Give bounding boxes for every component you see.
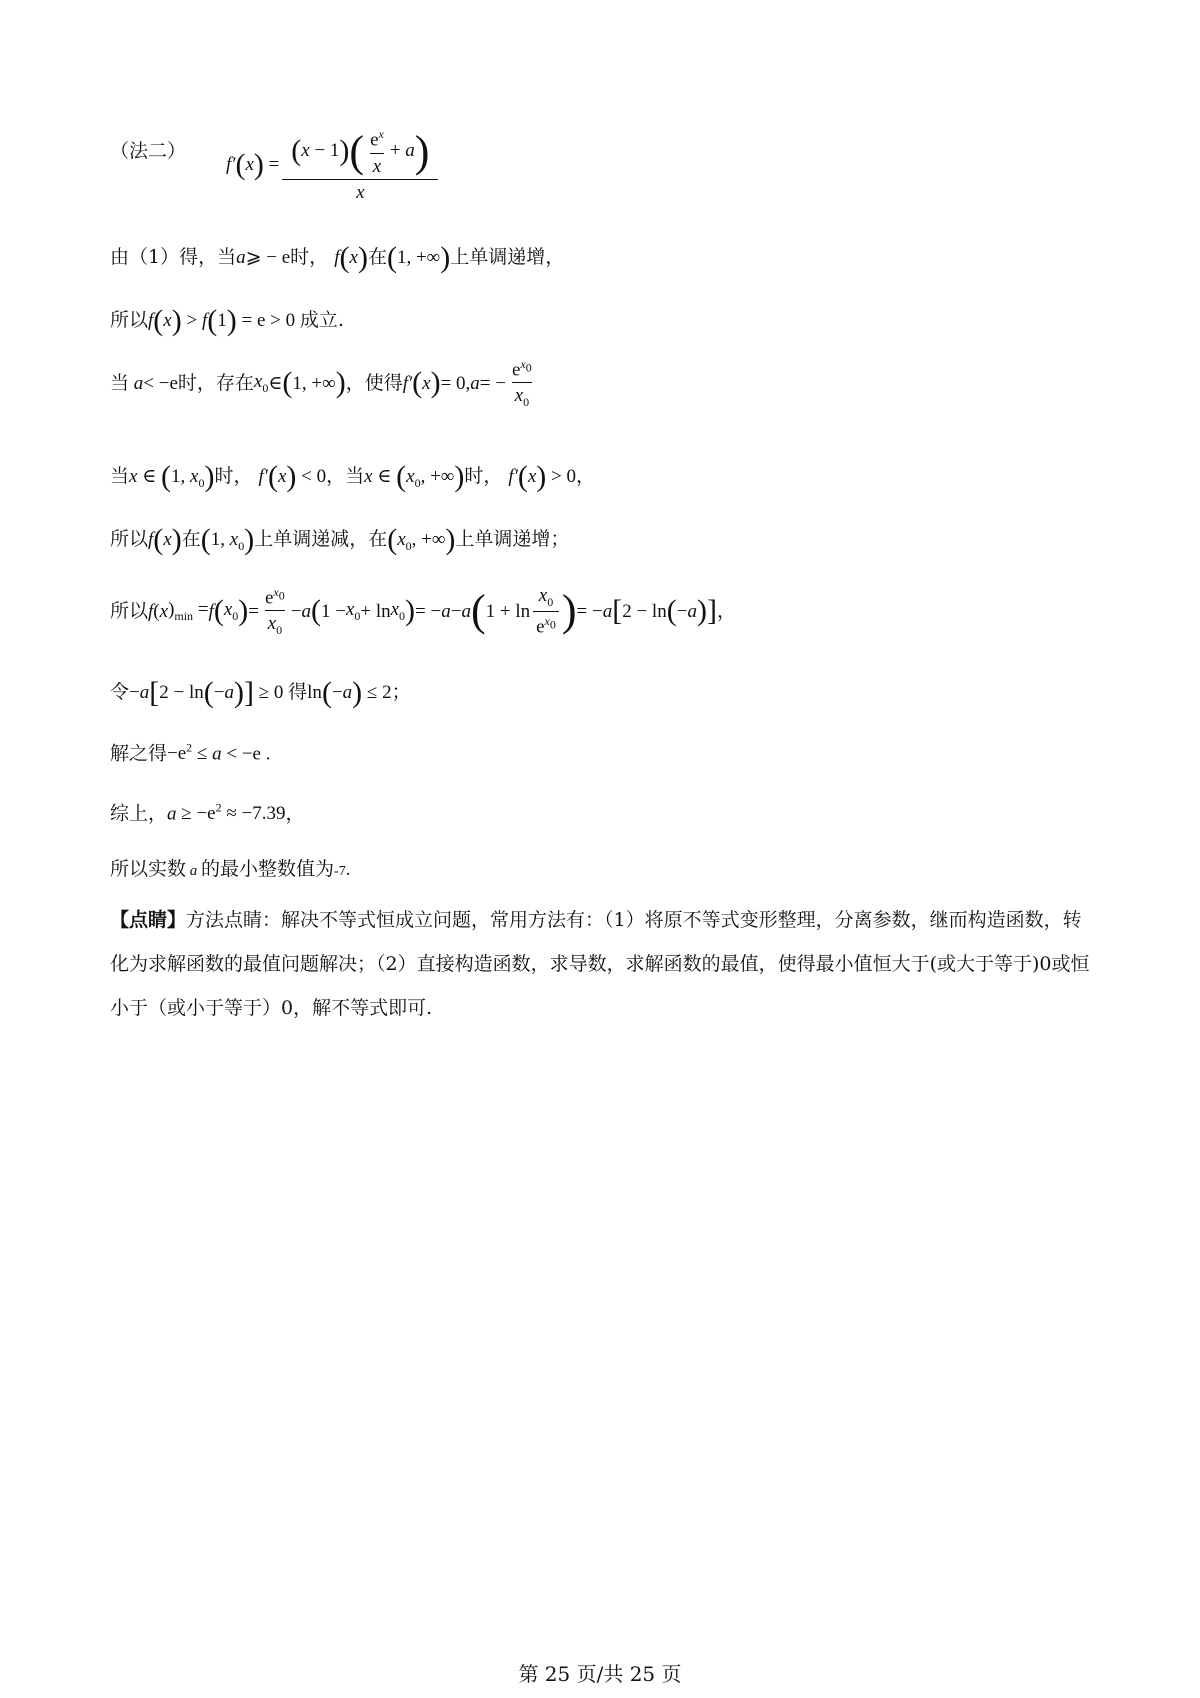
text-line-2: 所以f(x) > f(1) = e > 0 成立.	[110, 304, 344, 337]
note-label: 【点睛】	[110, 909, 187, 931]
text-line-6: 所以 f ( x )$_{min}$ = f ( $x_0$ ) = $\frac{e^{x_0}}{x_0}$ − a ( 1 − $x_0$ + ln $x_0$ ) = − a − a ( 1 + ln $\frac{x_0}{e^{x_0}}$ ) = − a [ 2 − ln ( − a ) ] ，	[110, 585, 736, 638]
text-line-5: 所以f(x)在(1, $x_0$)上单调递减，在($x_0$, +∞)上单调递增；	[110, 523, 570, 556]
text-line-1: 由（1）得，当a⩾ − e时， f(x)在(1, +∞)上单调递增，	[110, 241, 565, 274]
formula-fprime: f′(x) =	[226, 148, 280, 181]
derivative-fraction: (x − 1)( $\frac{e^x}{x}$ + a) x	[282, 128, 438, 201]
text-line-9: 综上，$a \ge -e^2 \approx -7.39$，	[110, 801, 305, 825]
page-footer: 第 25 页/共 25 页	[518, 1662, 682, 1686]
note-paragraph	[110, 898, 1100, 1030]
text-line-10: 所以实数 a 的最小整数值为-7.	[110, 858, 351, 880]
text-line-3: 当 a < −e 时，存在 $x_0$ ∈ ( 1, +∞ ) ，使得 f′ ( x ) = 0, a = − $\frac{e^{x_0}}{x_0}$	[110, 357, 532, 410]
method2-derivative	[110, 120, 441, 210]
method-label: （法二）	[110, 139, 187, 162]
text-line-8: 解之得$-e^2 \le a < -e$ .	[110, 741, 271, 765]
text-line-7: 令−a[2 − ln(−a)] ≥ 0 得ln(−a) ≤ 2；	[110, 676, 411, 709]
note-text: 方法点睛：解决不等式恒成立问题，常用方法有：（1）将原不等式变形整理，分离参数，继而构造函数，转化为求解函数的最值问题解决；（2）直接构造函数，求导数，求解函数的最值，使得最小值恒大于(或大于等于)0或恒小于（或小于等于）0，解不等式即可.	[110, 909, 1090, 1019]
text-line-4: 当x ∈ (1, $x_0$)时， f′(x) < 0，当x ∈ ($x_0$, +∞)时， f′(x) > 0，	[110, 460, 596, 493]
